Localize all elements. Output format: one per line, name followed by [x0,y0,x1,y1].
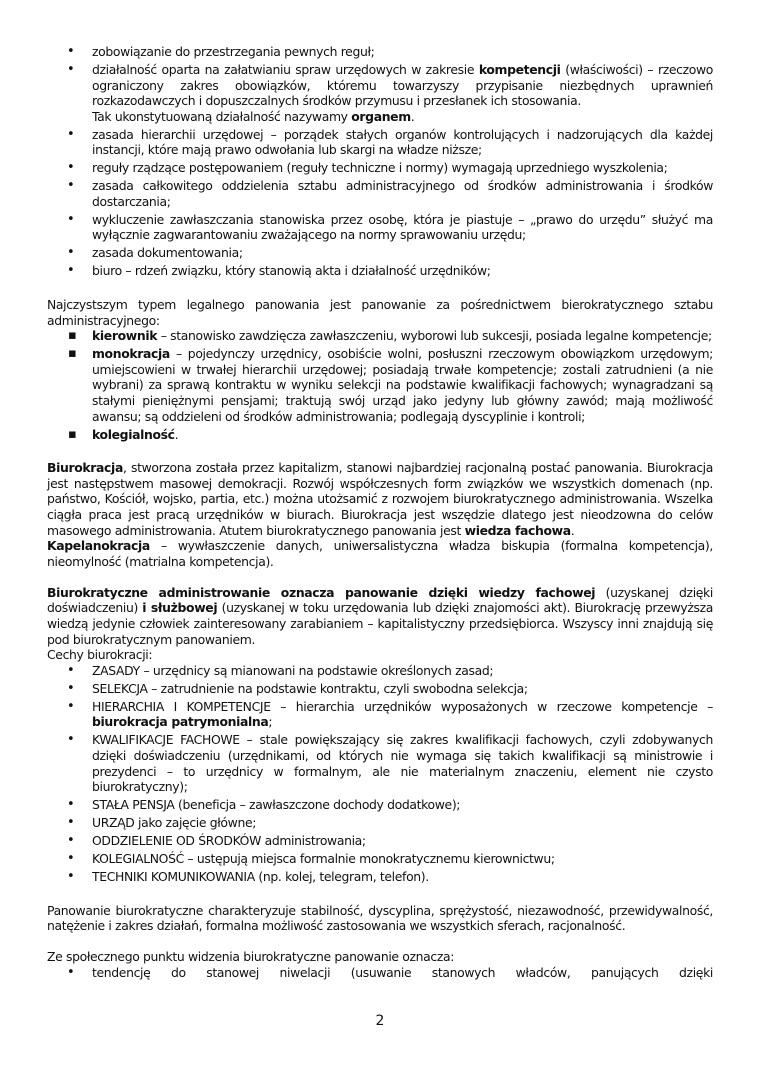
list-item: ▪ kierownik – stanowisko zawdzięcza zawłaszczeniu, wyborowi lub sukcesji, posiada legalne kompetencje; [47,328,713,344]
list-item: ▪ monokracja – pojedynczy urzędnicy, osobiście wolni, posłuszni rzeczowym obowiązkom urzędowym; umiejscowieni w trwałej hierarchii urzędowej; posiadają trwałe kompetencje; zostali zatrudnieni (a nie wybrani) za sprawą kontraktu w wyniku selekcji na podstawie kwalifikacji fachowych; wynagradzani są stałymi pieniężnymi pensjami; traktują swój urząd jako jedyny lub główny zawód; mają możliwość awansu; są oddzieleni od środków administrowania; podlegają dyscyplinie i kontroli; [47,346,713,424]
list-item: • tendencję do stanowej niwelacji (usuwanie stanowych władców, panujących dzięki [47,965,713,981]
page-number: 2 [375,1013,385,1029]
list-item: • zasada całkowitego oddzielenia sztabu administracyjnego od środków administrowania i środków dostarczania; [47,178,713,209]
list-item: • zasada hierarchii urzędowej – porządek stałych organów kontrolujących i nadzorujących dla każdej instancji, które mają prawo odwołania lub skargi na władze niższe; [47,127,713,158]
list-item: • HIERARCHIA I KOMPETENCJE – hierarchia urzędników wyposażonych w rzeczowe kompetencje – biurokracja patrymonialna; [47,699,713,730]
paragraph: Panowanie biurokratyczne charakteryzuje stabilność, dyscyplina, sprężystość, niezawodność, przewidywalność, natężenie i zakres działań, formalna możliwość zastosowania we wszystkich sferach, racjonalność. [47,902,713,934]
paragraph: Kapelanokracja – wywłaszczenie danych, uniwersalistyczna władza biskupia (formalna kompetencja), nieomylność (matrialna kompetencja). [47,538,713,569]
paragraph: Najczystszym typem legalnego panowania jest panowanie za pośrednictwem bierokratycznego sztabu administracyjnego: [47,297,713,328]
list-item: • TECHNIKI KOMUNIKOWANIA (np. kolej, telegram, telefon). [47,869,713,885]
list-item: • SELEKCJA – zatrudnienie na podstawie kontraktu, czyli swobodna selekcja; [47,681,713,697]
paragraph: Ze społecznego punktu widzenia biurokratyczne panowanie oznacza: [47,949,455,965]
list-item: • KOLEGIALNOŚĆ – ustępują miejsca formalnie monokratycznemu kierownictwu; [47,851,713,867]
list-item: • ZASADY – urzędnicy są mianowani na podstawie określonych zasad; [47,663,713,679]
list-item: • biuro – rdzeń związku, który stanowią akta i działalność urzędników; [47,263,713,279]
list-item: • STAŁA PENSJA (beneficja – zawłaszczone dochody dodatkowe); [47,797,713,813]
list-item: • ODDZIELENIE OD ŚRODKÓW administrowania; [47,833,713,849]
paragraph: Biurokratyczne administrowanie oznacza panowanie dzięki wiedzy fachowej (uzyskanej dzięki doświadczeniu) i służbowej (uzyskanej w toku urzędowania lub dzięki znajomości akt). Biurokrację przewyższa wiedzą jedynie człowiek zainteresowany zarabianiem – kapitalistyczny przedsiębiorca. Wszyscy inni znajdują się pod biurokratycznym panowaniem. [47,584,714,647]
list-item: • URZĄD jako zajęcie główne; [47,815,713,831]
staff-list [47,328,713,442]
list-item: ▪ kolegialność. [47,427,713,443]
list-item: • zasada dokumentowania; [47,245,713,261]
list-item: • KWALIFIKACJE FACHOWE – stale powiększający się zakres kwalifikacji fachowych, czyli zdobywanych dzięki doświadczeniu (urzędnikami, od których nie wymaga się takich kwalifikacji są ministrowie i prezydenci – to urzędnicy w formalnym, ale nie materialnym znaczeniu, element nie czysto biurokratyczny); [47,732,713,794]
list-item: • zobowiązanie do przestrzegania pewnych reguł; [47,44,713,60]
document-page [47,44,713,983]
paragraph: Biurokracja, stworzona została przez kapitalizm, stanowi najbardziej racjonalną postać panowania. Biurokracja jest następstwem masowej demokracji. Rozwój współczesnych form związków we wszystkich domenach (np. państwo, Kościół, wojsko, partia, etc.) można utożsamić z rozwojem biurokratycznego administrowania. Wszelka ciągła praca jest pracą urzędników w biurach. Biurokracja jest wszędzie dlatego jest nieodzowna do celów masowego administrowania. Atutem biurokratycznego panowania jest wiedza fachowa. [47,460,713,538]
principles-list [47,44,713,279]
features-list [47,663,713,885]
list-item: • reguły rządzące postępowaniem (reguły techniczne i normy) wymagają uprzedniego wyszkolenia; [47,160,713,176]
list-item: • działalność oparta na załatwianiu spraw urzędowych w zakresie kompetencji (właściwości) – rzeczowo ograniczony zakres obowiązków, któremu towarzyszy przypisanie niezbędnych uprawnień rozkazodawczych i dopuszczalnych środków przymusu i przesłanek ich stosowania. Tak ukonstytuowaną działalność nazywamy organem. [47,62,713,124]
paragraph: Cechy biurokracji: [47,647,153,663]
list-item: • wykluczenie zawłaszczania stanowiska przez osobę, która je piastuje – „prawo do urzędu” służyć ma wyłącznie zagwarantowaniu zważającego na normy sprawowaniu urzędu; [47,212,713,243]
social-list [47,965,713,981]
